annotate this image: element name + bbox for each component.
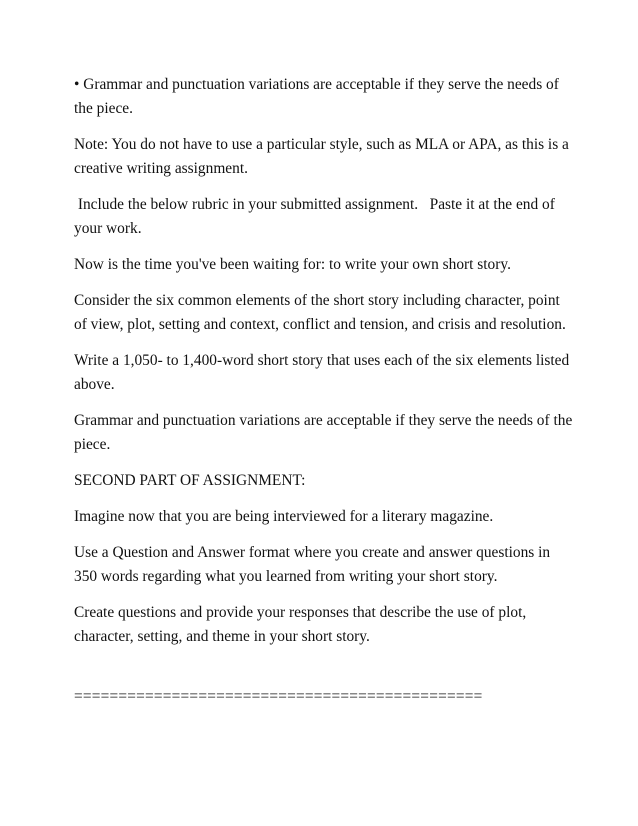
questions-paragraph: Create questions and provide your responses that describe the use of plot, character, setting, and theme in your short story. xyxy=(74,604,531,645)
grammar-paragraph: Grammar and punctuation variations are acceptable if they serve the needs of the piece. xyxy=(74,412,577,453)
rubric-instruction-paragraph: Include the below rubric in your submitted assignment. Paste it at the end of your work. xyxy=(74,196,559,237)
elements-paragraph: Consider the six common elements of the short story including character, point of view, plot, setting and context, conflict and tension, and crisis and resolution. xyxy=(74,292,566,333)
word-count-paragraph: Write a 1,050- to 1,400-word short story that uses each of the six elements listed above. xyxy=(74,352,574,393)
separator-line: ============================================== xyxy=(74,688,483,705)
note-paragraph-style: Note: You do not have to use a particular style, such as MLA or APA, as this is a creative writing assignment. xyxy=(74,136,573,177)
intro-paragraph: Now is the time you've been waiting for: to write your own short story. xyxy=(74,256,511,273)
document-body xyxy=(74,73,577,709)
bullet-paragraph-grammar: • Grammar and punctuation variations are acceptable if they serve the needs of the piece. xyxy=(74,76,563,117)
interview-paragraph: Imagine now that you are being interviewed for a literary magazine. xyxy=(74,508,494,525)
second-part-heading: SECOND PART OF ASSIGNMENT: xyxy=(74,472,306,489)
qa-format-paragraph: Use a Question and Answer format where you create and answer questions in 350 words regarding what you learned from writing your short story. xyxy=(74,544,554,585)
